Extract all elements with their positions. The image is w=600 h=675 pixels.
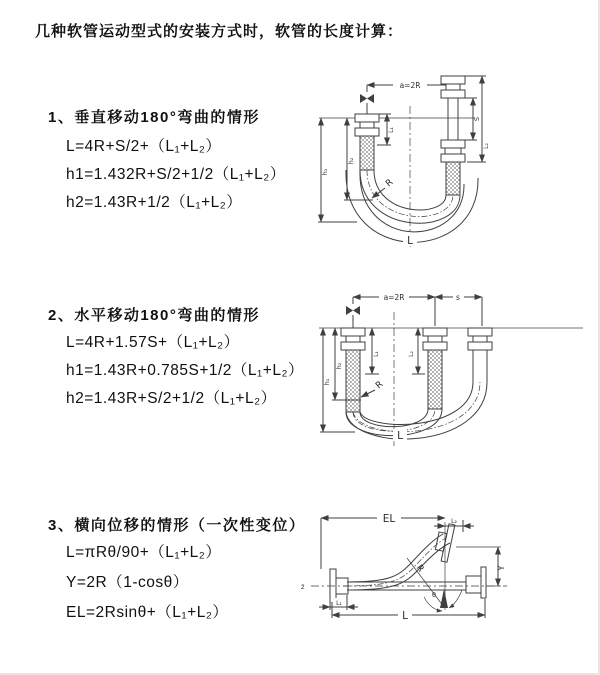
dim-label-length: L [407, 235, 413, 247]
upper-flange [433, 522, 455, 562]
dim-label-el: EL [382, 513, 396, 525]
section-2-heading: 2、水平移动180°弯曲的情形 [48, 307, 260, 324]
effective-length-dimension [321, 510, 445, 569]
dim-label-radius: R [413, 563, 426, 575]
formula-line: L=4R+1.57S+（L₁+L₂） [66, 334, 240, 351]
valve-icon [346, 306, 360, 328]
formula-line: L=4R+S/2+（L₁+L₂） [66, 138, 222, 155]
left-pipe [355, 114, 379, 170]
valve-icon [360, 94, 374, 114]
left-fitting-dimension [365, 328, 380, 374]
stroke-dimension [461, 98, 481, 140]
length-annotation [403, 234, 417, 247]
dim-label-h2: h₂ [335, 362, 343, 370]
dim-label-span: a=2R [399, 81, 421, 90]
dim-label-span: a=2R [383, 293, 405, 302]
right-pipe [468, 328, 492, 382]
length-dimension [332, 599, 485, 622]
dim-label-length: L [402, 610, 408, 622]
dim-label-length: L [397, 430, 403, 442]
diagram-horizontal-180-bend [315, 282, 600, 454]
dim-label-h1: h₁ [323, 378, 331, 386]
diagram-vertical-180-bend [315, 68, 560, 253]
dim-label-fitting-right: L₂ [451, 518, 457, 525]
formula-line: L=πRθ/90+（L₁+L₂） [66, 544, 222, 561]
dim-label-angle: θ [432, 591, 436, 599]
right-flange [466, 567, 486, 598]
dim-label-fitting-left: L₁ [388, 127, 395, 133]
height-outer-dimension [318, 118, 357, 222]
dim-label-fitting-left: L₁ [373, 351, 380, 357]
right-pipe [441, 76, 465, 195]
axis-mark-label: z̄ [301, 583, 305, 591]
formula-line: EL=2Rsinθ+（L₁+L₂） [66, 604, 229, 621]
angle-annotation [424, 589, 462, 611]
middle-pipe [423, 328, 447, 409]
formula-line: h1=1.43R+0.785S+1/2（L₁+L₂） [66, 362, 304, 379]
straight-pipe [311, 582, 507, 590]
diagram-lateral-displacement [295, 498, 595, 656]
section-3-heading: 3、横向位移的情形（一次性变位） [48, 517, 306, 534]
fitting-left-dimension [319, 595, 358, 610]
formula-line: h2=1.43R+1/2（L₁+L₂） [66, 194, 243, 211]
dim-label-fitting-right: L₂ [483, 143, 490, 149]
dim-label-fitting-middle: L₂ [408, 351, 415, 357]
dim-label-stroke: S [473, 116, 481, 122]
hose-bends [346, 379, 487, 439]
page-title: 几种软管运动型式的安装方式时，软管的长度计算： [35, 23, 404, 40]
middle-fitting-dimension [408, 328, 425, 374]
dim-label-stroke: s [456, 293, 460, 302]
dim-label-offset: Y [497, 565, 506, 571]
formula-line: h1=1.432R+S/2+1/2（L₁+L₂） [66, 166, 286, 183]
span-dimension [367, 76, 453, 92]
length-annotation [393, 429, 407, 442]
left-fitting-dimension [377, 114, 395, 145]
radius-annotation [361, 380, 385, 397]
dim-label-h1: h₁ [321, 168, 329, 176]
section-1-heading: 1、垂直移动180°弯曲的情形 [48, 109, 260, 126]
dim-label-fitting-left: L₁ [336, 600, 342, 607]
dim-label-h2: h₂ [347, 157, 355, 165]
formula-line: Y=2R（1-cosθ） [66, 574, 189, 591]
dim-label-radius: R [384, 177, 396, 190]
span-dimension [353, 291, 482, 326]
left-pipe [341, 328, 365, 412]
dim-label-radius: R [374, 379, 386, 392]
formula-line: h2=1.43R+S/2+1/2（L₁+L₂） [66, 390, 277, 407]
